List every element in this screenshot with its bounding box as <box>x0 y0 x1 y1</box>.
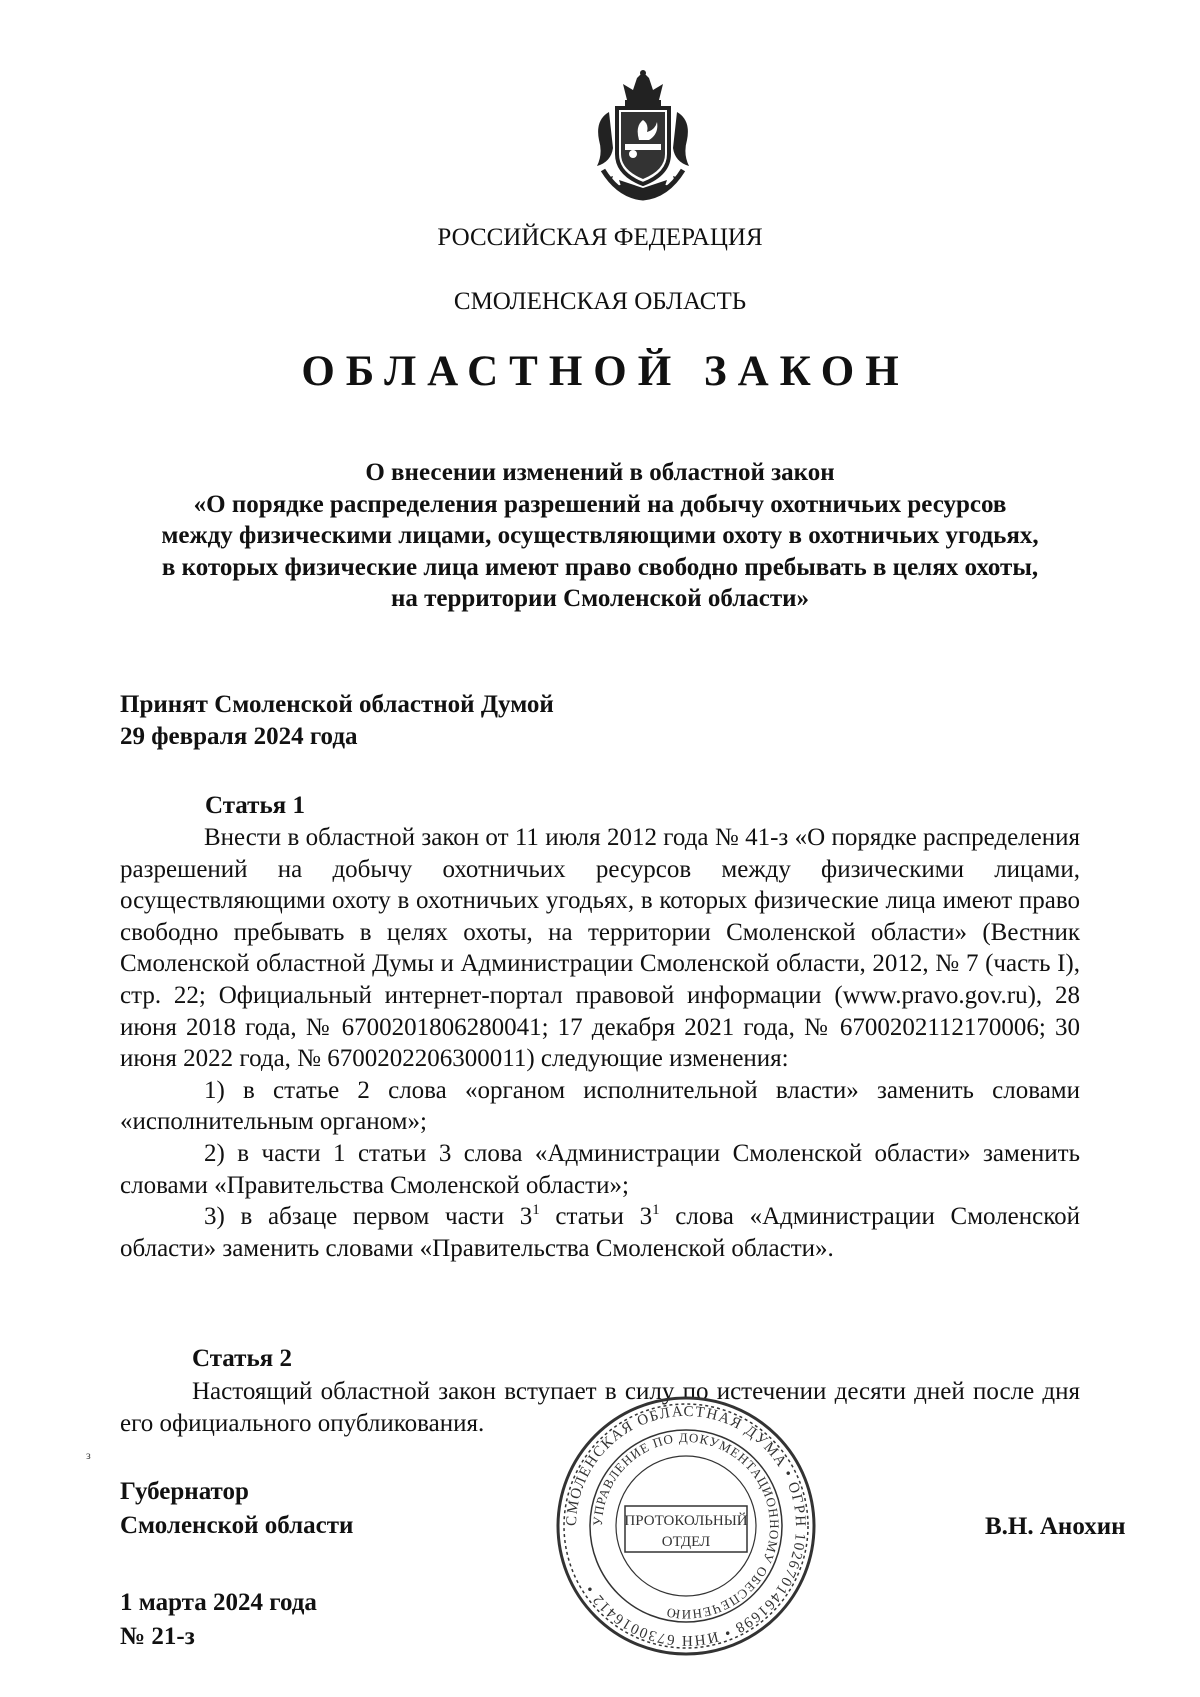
item-3-text-c: слова «Администрации Смоленской области» заменить словами «Правительства Смоленской области». <box>120 1203 1081 1262</box>
law-title-line: в которых физические лица имеют право свободно пребывать в целях охоты, <box>161 553 1039 581</box>
stray-mark: з <box>86 1448 91 1462</box>
superscript: 1 <box>652 1202 660 1219</box>
signer-title-line: Смоленской области <box>120 1512 354 1539</box>
stamp-center-line-1: ПРОТОКОЛЬНЫЙ <box>624 1513 748 1529</box>
stamp-center-line-2: ОТДЕЛ <box>661 1534 711 1550</box>
article-1-item-1: 1) в статье 2 слова «органом исполнительной власти» заменить словами «исполнительным органом»; <box>120 1076 1080 1136</box>
law-type-heading: ОБЛАСТНОЙ ЗАКОН <box>301 348 910 395</box>
signer-title <box>120 1475 353 1543</box>
law-title-line: на территории Смоленской области» <box>390 585 810 612</box>
country-heading: РОССИЙСКАЯ ФЕДЕРАЦИЯ <box>437 224 763 251</box>
signer-name: В.Н. Анохин <box>985 1513 1126 1540</box>
law-title <box>120 457 1080 615</box>
superscript: 1 <box>532 1202 540 1219</box>
article-1-intro: Внести в областной закон от 11 июля 2012 года № 41-з «О порядке распределения разрешений на добычу охотничьих ресурсов между физическими лицами, осуществляющими охоту в охотничьих угодьях, в которых физические лица имеют право свободно пребывать в целях охоты, на территории Смоленской области» (Вестник Смоленской областной Думы и Администрации Смоленской области, 2012, № 7 (часть I), стр. 22; Официальный интернет-портал правовой информации (www.pravo.gov.ru), 28 июня 2018 года, № 6700201806280041; 17 декабря 2021 года, № 6700202112170006; 30 июня 2022 года, № 6700202206300011) следующие изменения: <box>120 824 1080 1073</box>
article-2-heading: Статья 2 <box>192 1345 292 1372</box>
article-1-body <box>120 822 1080 1264</box>
law-number: № 21-з <box>120 1623 195 1650</box>
signer-title-line: Губернатор <box>120 1478 249 1505</box>
law-title-line: О внесении изменений в областной закон <box>365 459 835 486</box>
article-1-item-3 <box>120 1201 1080 1264</box>
coat-of-arms-emblem <box>589 70 697 202</box>
law-title-line: «О порядке распределения разрешений на добычу охотничьих ресурсов <box>193 490 1007 518</box>
adoption-statement: Принят Смоленской областной Думой <box>120 691 554 718</box>
stamp-ring-text: СМОЛЕНСКАЯ ОБЛАСТНАЯ ДУМА • ОГРН 1026701461698 • ИНН 6730016412 • <box>563 1403 809 1649</box>
item-3-text-b: статьи 3 <box>539 1203 653 1231</box>
law-title-line: между физическими лицами, осуществляющими охоту в охотничьих угодьях, <box>161 522 1039 549</box>
stamp-inner-text: УПРАВЛЕНИЕ ПО ДОКУМЕНТАЦИОННОМУ ОБЕСПЕЧЕНИЮ <box>589 1429 783 1623</box>
official-stamp <box>555 1395 817 1657</box>
signing-date-block <box>120 1586 317 1654</box>
adoption-date: 29 февраля 2024 года <box>120 723 358 750</box>
signing-date: 1 марта 2024 года <box>120 1589 317 1616</box>
region-heading: СМОЛЕНСКАЯ ОБЛАСТЬ <box>453 288 747 315</box>
article-1-heading: Статья 1 <box>205 792 305 819</box>
article-2-text: Настоящий областной закон вступает в силу по истечении десяти дней после дня его официального опубликования. <box>120 1378 1080 1437</box>
item-3-text-a: 3) в абзаце первом части 3 <box>204 1203 533 1231</box>
article-1-item-2: 2) в части 1 статьи 3 слова «Администрации Смоленской области» заменить словами «Правительства Смоленской области»; <box>120 1139 1080 1199</box>
